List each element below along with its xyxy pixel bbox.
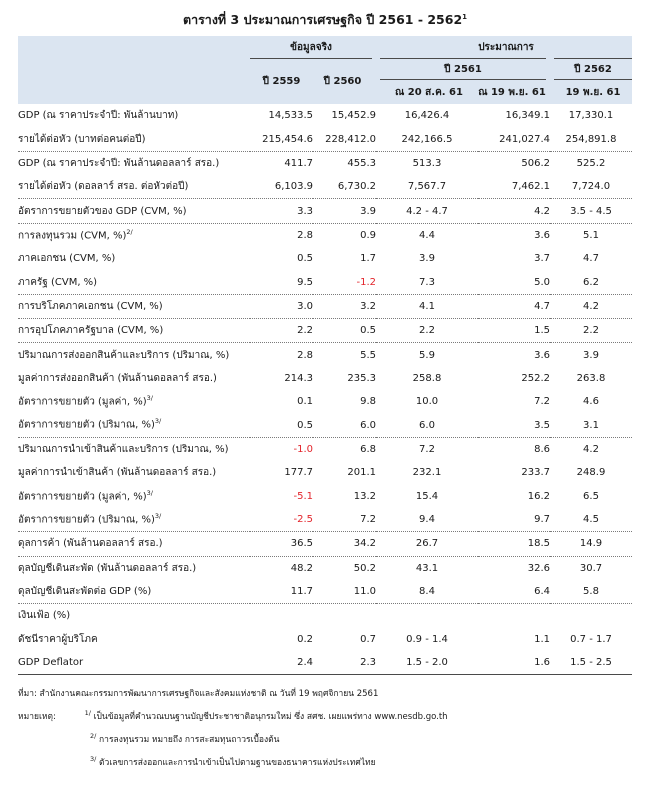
value-cell: 254,891.8	[550, 127, 632, 151]
table-row	[18, 319, 632, 343]
footnote-mark: 2/	[126, 227, 133, 236]
value-cell: 9.8	[360, 396, 376, 408]
row-label	[18, 651, 250, 675]
table-row	[18, 580, 632, 604]
value-cell: 4.6	[583, 396, 599, 408]
value-cell: 2.4	[250, 651, 313, 675]
value-cell: 4.1	[376, 294, 478, 318]
row-label-text: มูลค่าการนำเข้าสินค้า (พันล้านดอลลาร์ สรอ.)	[18, 467, 217, 479]
value-cell: 8.4	[376, 580, 478, 604]
value-cell: 13.2	[353, 490, 376, 502]
table-row	[18, 270, 632, 294]
value-cell: 50.2	[353, 562, 376, 574]
value-cell: 30.7	[579, 562, 603, 574]
value-cell: 7,724.0	[550, 175, 632, 199]
value-cell: 3.0	[250, 294, 313, 318]
value-cell: 235.3	[347, 372, 376, 384]
value-cell: 11.7	[250, 580, 313, 604]
footnote-2-text: การลงทุนรวม หมายถึง การสะสมทุนถาวรเบื้องต้น	[99, 734, 280, 745]
value-cell: 6,103.9	[250, 175, 313, 199]
value-cell: 3.9	[583, 349, 599, 361]
row-label-text: ปริมาณการส่งออกสินค้าและบริการ (ปริมาณ, %)	[18, 349, 230, 361]
value-cell: 5.8	[550, 580, 632, 604]
table-row	[18, 461, 632, 484]
value-cell: 1.5 - 2.5	[550, 651, 632, 675]
value-cell: 4.2 - 4.7	[376, 199, 478, 223]
table-row	[18, 485, 632, 508]
row-label	[18, 127, 250, 151]
row-label	[18, 199, 250, 223]
value-cell: 177.7	[284, 467, 313, 479]
row-label-text: อัตราการขยายตัว (ปริมาณ, %)	[18, 419, 155, 431]
row-label	[18, 270, 250, 294]
value-cell: -1.0	[293, 443, 313, 455]
row-label-text: การลงทุนรวม (CVM, %)	[18, 230, 127, 242]
value-cell: 4.2	[583, 443, 599, 455]
row-label-text: ภาคเอกชน (CVM, %)	[18, 253, 116, 265]
value-cell: 6.8	[360, 443, 376, 455]
footnote-2	[18, 727, 632, 750]
value-cell: 34.2	[313, 532, 376, 556]
row-label	[18, 151, 250, 175]
table-row	[18, 413, 632, 437]
value-cell: 2.2	[376, 319, 478, 343]
value-cell: 9.5	[250, 270, 313, 294]
footnote-3-mark: 3/	[90, 754, 97, 763]
value-cell: 9.7	[478, 508, 550, 532]
value-cell: 3.2	[313, 294, 376, 318]
value-cell: 0.7	[360, 633, 376, 645]
value-cell: 252.2	[521, 372, 550, 384]
value-cell: 3.9	[313, 199, 376, 223]
row-label-text: ภาครัฐ (CVM, %)	[18, 276, 98, 288]
table-row	[18, 175, 632, 199]
value-cell: 1.6	[478, 651, 550, 675]
header-year-2560: ปี 2560	[313, 59, 376, 105]
table-row	[18, 367, 632, 390]
row-label	[18, 485, 250, 508]
footnote-mark: 3/	[154, 511, 162, 520]
value-cell: 0.9	[360, 229, 376, 241]
row-label	[18, 247, 250, 270]
row-label-text: ดุลการค้า (พันล้านดอลลาร์ สรอ.)	[18, 538, 163, 550]
value-cell: 5.0	[478, 270, 550, 294]
value-cell: 16,426.4	[404, 110, 450, 122]
row-label	[18, 556, 250, 580]
row-label	[18, 104, 250, 127]
value-cell: 11.0	[313, 580, 376, 604]
table-row	[18, 508, 632, 532]
table-title-text: ตารางที่ 3 ประมาณการเศรษฐกิจ ปี 2561 - 2562	[182, 12, 463, 27]
value-cell: 6.2	[550, 270, 632, 294]
value-cell: 1.5 - 2.0	[376, 651, 478, 675]
row-label	[18, 508, 250, 532]
value-cell: 232.1	[412, 467, 442, 479]
row-label-text: ดัชนีราคาผู้บริโภค	[18, 633, 98, 645]
economic-forecast-table	[18, 36, 632, 675]
value-cell: 2.3	[313, 651, 376, 675]
value-cell: 43.1	[415, 562, 439, 574]
value-cell	[550, 604, 632, 628]
footnote-1-mark: 1/	[84, 709, 91, 717]
value-cell: 4.7	[583, 253, 599, 265]
table-row	[18, 223, 632, 247]
value-cell: 241,027.4	[478, 127, 550, 151]
row-label	[18, 390, 250, 413]
value-cell: 7,567.7	[376, 175, 478, 199]
table-row	[18, 104, 632, 127]
value-cell: 18.5	[478, 532, 550, 556]
row-label	[18, 413, 250, 437]
table-row	[18, 151, 632, 175]
row-label-text: ดุลบัญชีเดินสะพัดต่อ GDP (%)	[18, 586, 152, 598]
value-cell: 6.4	[478, 580, 550, 604]
footnotes	[18, 685, 632, 772]
value-cell: 411.7	[284, 157, 313, 169]
value-cell: 2.8	[297, 349, 313, 361]
row-label-text: มูลค่าการส่งออกสินค้า (พันล้านดอลลาร์ สรอ.)	[18, 372, 217, 384]
value-cell: 16.2	[527, 490, 550, 502]
value-cell: 513.3	[412, 157, 442, 169]
value-cell: 242,166.5	[376, 127, 478, 151]
row-label-text: GDP Deflator	[18, 657, 84, 669]
value-cell: 6.0	[313, 413, 376, 437]
value-cell: 3.9	[419, 253, 435, 265]
table-row	[18, 556, 632, 580]
row-label-text: GDP (ณ ราคาประจำปี: พันล้านดอลลาร์ สรอ.)	[18, 157, 220, 169]
value-cell: 215,454.6	[250, 127, 313, 151]
value-cell: 14,533.5	[268, 110, 313, 122]
value-cell: 1.5	[478, 319, 550, 343]
value-cell: 3.5	[478, 413, 550, 437]
header-date-nov-2562: 19 พ.ย. 61	[550, 80, 632, 105]
row-label-text: รายได้ต่อหัว (ดอลลาร์ สรอ. ต่อหัวต่อปี)	[18, 181, 189, 193]
footnote-1	[18, 704, 632, 727]
row-label	[18, 223, 250, 247]
value-cell: 7.2	[419, 443, 435, 455]
value-cell: 14.9	[550, 532, 632, 556]
value-cell: 525.2	[576, 157, 606, 169]
value-cell: 2.2	[550, 319, 632, 343]
value-cell: 3.3	[250, 199, 313, 223]
row-label-text: อัตราการขยายตัว (มูลค่า, %)	[18, 490, 147, 502]
value-cell: 201.1	[347, 467, 376, 479]
value-cell: 36.5	[250, 532, 313, 556]
row-label	[18, 367, 250, 390]
value-cell: -5.1	[293, 490, 313, 502]
value-cell: 7.2	[313, 508, 376, 532]
table-row	[18, 604, 632, 628]
value-cell: 32.6	[527, 562, 550, 574]
table-row	[18, 199, 632, 223]
source-note: ที่มา: สำนักงานคณะกรรมการพัฒนาการเศรษฐกิจและสังคมแห่งชาติ ณ วันที่ 19 พฤศจิกายน 2561	[18, 689, 379, 699]
row-label-text: อัตราการขยายตัว (ปริมาณ, %)	[18, 514, 155, 526]
table-row	[18, 532, 632, 556]
remark-label: หมายเหตุ:	[18, 711, 56, 722]
row-label	[18, 175, 250, 199]
value-cell: 2.8	[297, 229, 313, 241]
table-row	[18, 294, 632, 318]
value-cell: 3.5 - 4.5	[550, 199, 632, 223]
value-cell: 10.0	[415, 396, 439, 408]
value-cell: 0.5	[297, 253, 313, 265]
row-label	[18, 461, 250, 484]
value-cell: -2.5	[250, 508, 313, 532]
value-cell: 3.6	[534, 229, 550, 241]
value-cell: 5.1	[583, 229, 599, 241]
value-cell: 4.2	[550, 294, 632, 318]
value-cell: 26.7	[376, 532, 478, 556]
value-cell: 6.0	[376, 413, 478, 437]
row-label-text: การอุปโภคภาครัฐบาล (CVM, %)	[18, 325, 164, 337]
table-title	[0, 10, 650, 30]
header-blank	[18, 36, 250, 59]
value-cell: 0.1	[297, 396, 313, 408]
row-label-text: GDP (ณ ราคาประจำปี: พันล้านบาท)	[18, 110, 179, 122]
value-cell: 248.9	[576, 467, 606, 479]
table-row	[18, 390, 632, 413]
value-cell: 4.7	[478, 294, 550, 318]
value-cell: 3.7	[534, 253, 550, 265]
value-cell: 8.6	[534, 443, 550, 455]
table-row	[18, 628, 632, 651]
value-cell: 3.6	[534, 349, 550, 361]
header-date-nov: ณ 19 พ.ย. 61	[478, 80, 550, 105]
value-cell: 17,330.1	[568, 110, 614, 122]
value-cell	[313, 604, 376, 628]
value-cell: 214.3	[284, 372, 313, 384]
value-cell: 4.5	[550, 508, 632, 532]
value-cell: 16,349.1	[505, 110, 550, 122]
value-cell: 506.2	[521, 157, 550, 169]
header-year-2559: ปี 2559	[250, 59, 313, 105]
value-cell: 228,412.0	[313, 127, 376, 151]
table-row	[18, 343, 632, 367]
row-label	[18, 319, 250, 343]
footnote-3	[18, 750, 632, 773]
header-year-2561: ปี 2561	[376, 59, 550, 80]
row-label-text: เงินเฟ้อ (%)	[18, 610, 71, 622]
value-cell: 4.4	[419, 229, 435, 241]
footnote-mark: 3/	[146, 488, 153, 497]
value-cell: 15.4	[415, 490, 439, 502]
value-cell: 1.7	[360, 253, 376, 265]
value-cell: 2.2	[250, 319, 313, 343]
table-row	[18, 127, 632, 151]
value-cell: 6,730.2	[313, 175, 376, 199]
table-row	[18, 247, 632, 270]
row-label-text: ปริมาณการนำเข้าสินค้าและบริการ (ปริมาณ, %)	[18, 443, 229, 455]
value-cell: 7.3	[376, 270, 478, 294]
row-label	[18, 628, 250, 651]
value-cell	[478, 604, 550, 628]
value-cell: 0.9 - 1.4	[406, 633, 448, 645]
row-label	[18, 580, 250, 604]
value-cell: 263.8	[576, 372, 606, 384]
value-cell: -1.2	[313, 270, 376, 294]
header-actual: ข้อมูลจริง	[250, 36, 376, 59]
value-cell	[250, 604, 313, 628]
row-label	[18, 532, 250, 556]
value-cell: 258.8	[412, 372, 442, 384]
row-label-text: การบริโภคภาคเอกชน (CVM, %)	[18, 300, 163, 312]
value-cell: 0.2	[297, 633, 313, 645]
title-footnote-mark: 1	[462, 12, 468, 21]
value-cell: 7.2	[534, 396, 550, 408]
footnote-mark: 3/	[154, 417, 162, 426]
row-label-text: ดุลบัญชีเดินสะพัด (พันล้านดอลลาร์ สรอ.)	[18, 562, 197, 574]
table-body	[18, 104, 632, 675]
footnote-2-mark: 2/	[90, 731, 97, 740]
row-label	[18, 294, 250, 318]
value-cell: 0.5	[313, 319, 376, 343]
value-cell: 15,452.9	[331, 110, 376, 122]
value-cell: 0.7 - 1.7	[570, 633, 612, 645]
footnote-3-text: ตัวเลขการส่งออกและการนำเข้าเป็นไปตามฐานของธนาคารแห่งประเทศไทย	[99, 757, 376, 768]
row-label-text: อัตราการขยายตัวของ GDP (CVM, %)	[18, 205, 187, 217]
value-cell: 7,462.1	[478, 175, 550, 199]
value-cell: 3.1	[550, 413, 632, 437]
table-row	[18, 651, 632, 675]
value-cell: 5.5	[360, 349, 376, 361]
value-cell: 9.4	[376, 508, 478, 532]
value-cell: 455.3	[347, 157, 376, 169]
header-forecast: ประมาณการ	[376, 36, 632, 59]
value-cell: 6.5	[583, 490, 599, 502]
footnote-1-text: เป็นข้อมูลที่คำนวณบนฐานบัญชีประชาชาติอนุกรมใหม่ ซึ่ง สศช. เผยแพร่ทาง www.nesdb.go.th	[93, 711, 448, 722]
row-label	[18, 343, 250, 367]
value-cell: 5.9	[419, 349, 435, 361]
row-label-text: อัตราการขยายตัว (มูลค่า, %)	[18, 396, 147, 408]
table-row	[18, 437, 632, 461]
header-year-2562: ปี 2562	[550, 59, 632, 80]
row-label-text: รายได้ต่อหัว (บาทต่อคนต่อปี)	[18, 133, 146, 145]
row-label	[18, 437, 250, 461]
footnote-mark: 3/	[146, 394, 153, 403]
value-cell: 1.1	[534, 633, 550, 645]
value-cell: 233.7	[521, 467, 550, 479]
value-cell: 0.5	[250, 413, 313, 437]
value-cell: 48.2	[290, 562, 313, 574]
value-cell	[376, 604, 478, 628]
row-label	[18, 604, 250, 628]
value-cell: 4.2	[478, 199, 550, 223]
header-date-aug: ณ 20 ส.ค. 61	[376, 80, 478, 105]
